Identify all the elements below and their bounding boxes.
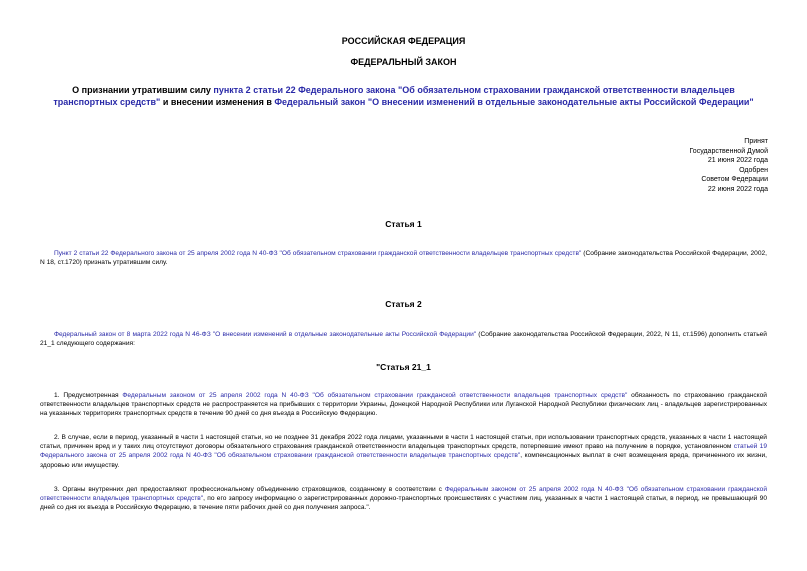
article-21-1-part-2 [40, 433, 767, 470]
article-2-body: (Собрание законодательства Российской Федерации, 2022, N 11, ст.1596) дополнить статьей 21_1 следующего содержания: [40, 331, 767, 348]
article-2-text [40, 330, 767, 348]
adoption-line: Принят [744, 138, 768, 145]
article-2-heading: Статья 2 [385, 299, 422, 309]
part-2-text-a: 2. В случае, если в период, указанный в части 1 настоящей статьи, но не позднее 31 декабря 2022 года лицами, указанными в части 1 настоящей статьи, при использовании транспортных средств, указанных в части 1 настоящей статьи, причинен вред и у таких лиц отсутствуют договоры обязательного страхования гражданской ответственности владельцев транспортных средств, потерпевшие имеют право на получение в порядке, установленном [40, 434, 767, 451]
article-21-1-heading: "Статья 21_1 [376, 362, 431, 372]
title-text-2: и внесении изменения в [160, 97, 275, 107]
adoption-line: Государственной Думой [689, 147, 768, 155]
part-1-text-b: обязанность по страхованию гражданской ответственности владельцев транспортных средств не распространяется на прибывших с территории Украины, Донецкой Народной Республики или Луганской Народной Республики физических лиц - владельцев зарегистрированных на указанных территориях транспортных средств в течение 90 дней со дня въезда в Российскую Федерацию. [40, 392, 767, 418]
article-2-link[interactable]: Федеральный закон от 8 марта 2022 года N 46-ФЗ "О внесении изменений в отдельные законодательные акты Российской Федерации" [54, 331, 477, 338]
part-3-text-b: , по его запросу информацию о зарегистрированных дорожно-транспортных происшествиях с участием лиц, указанных в части 1 настоящей статьи, в период, не превышающий 90 дней со дня их въезда в Российскую Федерацию, в течение пяти рабочих дней со дня получения запроса.". [40, 495, 767, 512]
country-heading: РОССИЙСКАЯ ФЕДЕРАЦИЯ [341, 36, 466, 46]
adoption-line: 22 июня 2022 года [707, 185, 768, 193]
adoption-line: Советом Федерации [701, 176, 768, 183]
article-1-link[interactable]: Пункт 2 статьи 22 Федерального закона от 25 апреля 2002 года N 40-ФЗ "Об обязательном страховании гражданской ответственности владельцев транспортных средств" [54, 250, 582, 257]
title-text-1: О признании утратившим силу [72, 85, 214, 95]
article-21-1-part-1 [40, 391, 767, 419]
article-1-body: (Собрание законодательства Российской Федерации, 2002, N 18, ст.1720) признать утратившим силу. [40, 250, 768, 267]
part-3-link[interactable]: Федеральным законом от 25 апреля 2002 года N 40-ФЗ "Об обязательном страховании гражданской ответственности владельцев транспортных средств" [40, 486, 768, 503]
adoption-line: Одобрен [739, 166, 768, 174]
part-2-text-b: , компенсационных выплат в счет возмещения вреда, причиненного их жизни, здоровью или имуществу. [40, 452, 768, 469]
law-type-heading: ФЕДЕРАЛЬНЫЙ ЗАКОН [350, 57, 457, 67]
part-1-text-a: 1. Предусмотренная [54, 392, 123, 399]
article-1-text [40, 249, 767, 267]
adoption-block [689, 137, 768, 194]
article-1-heading: Статья 1 [385, 219, 422, 229]
part-3-text-a: 3. Органы внутренних дел предоставляют профессиональному объединению страховщиков, созданному в соответствии с [54, 486, 445, 493]
title-link-1[interactable]: пункта 2 статьи 22 Федерального закона "Об обязательном страховании гражданской ответственности владельцев транспортных средств" [53, 85, 735, 107]
part-2-link[interactable]: статьей 19 Федерального закона от 25 апреля 2002 года N 40-ФЗ "Об обязательном страховании гражданской ответственности владельцев транспортных средств" [40, 443, 767, 460]
law-title [40, 84, 767, 108]
adoption-line: 21 июня 2022 года [707, 157, 768, 164]
title-link-2[interactable]: Федеральный закон "О внесении изменений в отдельные законодательные акты Российской Федерации" [274, 97, 754, 107]
article-21-1-part-3 [40, 485, 767, 513]
part-1-link[interactable]: Федеральным законом от 25 апреля 2002 года N 40-ФЗ "Об обязательном страховании гражданской ответственности владельцев транспортных средств" [122, 392, 628, 399]
